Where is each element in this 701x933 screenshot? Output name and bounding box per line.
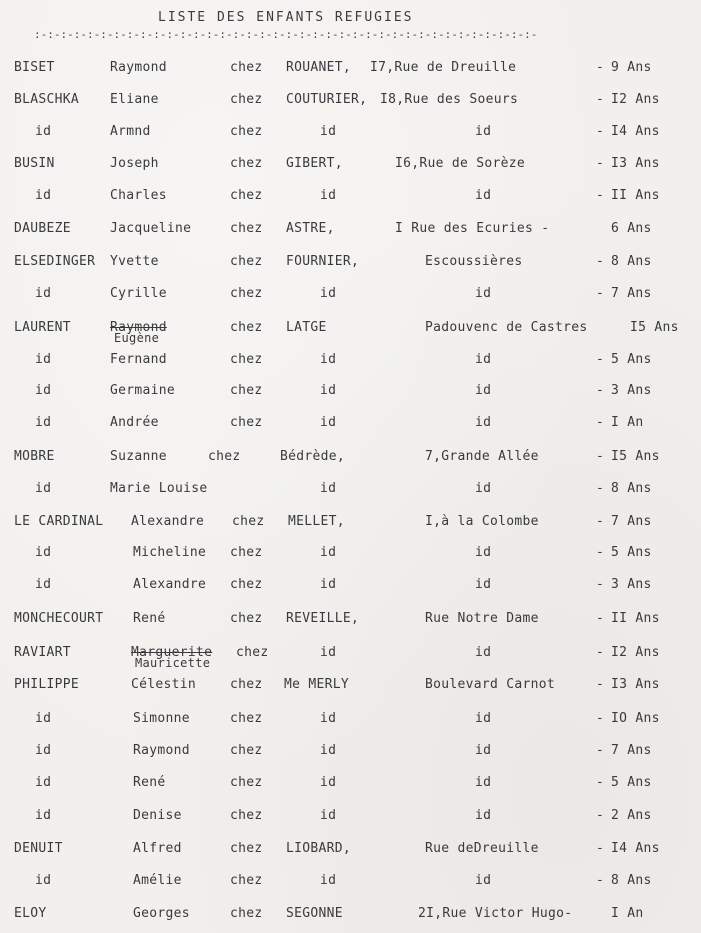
host-cell: id	[320, 124, 337, 139]
address-cell: id	[475, 743, 492, 758]
host-cell: id	[320, 415, 337, 430]
surname-cell: LE CARDINAL	[14, 514, 104, 529]
address-cell: Rue Notre Dame	[425, 611, 539, 626]
chez-cell: chez	[230, 743, 263, 758]
chez-cell: chez	[230, 124, 263, 139]
firstname-cell: Armnd	[110, 124, 151, 139]
host-cell: GIBERT,	[286, 156, 343, 171]
firstname-cell: Raymond	[110, 320, 167, 335]
surname-cell: id	[35, 577, 52, 592]
age-cell: 3 Ans	[611, 383, 652, 398]
age-cell: I An	[611, 906, 644, 921]
list-item	[0, 352, 701, 374]
age-cell: 2 Ans	[611, 808, 652, 823]
age-cell: I2 Ans	[611, 92, 660, 107]
host-cell: id	[320, 383, 337, 398]
firstname-cell: Denise	[133, 808, 182, 823]
list-item	[0, 611, 701, 633]
surname-cell: id	[35, 124, 52, 139]
list-item	[0, 156, 701, 178]
age-cell: 5 Ans	[611, 775, 652, 790]
list-item	[0, 286, 701, 308]
firstname-cell: Jacqueline	[110, 221, 192, 236]
host-cell: LATGE	[286, 320, 327, 335]
address-cell: id	[475, 415, 492, 430]
address-cell: id	[475, 124, 492, 139]
address-cell: id	[475, 645, 492, 660]
age-cell: I2 Ans	[611, 645, 660, 660]
age-cell: 5 Ans	[611, 352, 652, 367]
dash-cell: -	[596, 711, 605, 726]
list-item	[0, 481, 701, 503]
chez-cell: chez	[230, 545, 263, 560]
list-item	[0, 545, 701, 567]
firstname-cell: Suzanne	[110, 449, 167, 464]
chez-cell: chez	[230, 92, 263, 107]
host-cell: id	[320, 352, 337, 367]
firstname-cell: Alfred	[133, 841, 182, 856]
dash-cell: -	[596, 775, 605, 790]
chez-cell: chez	[230, 286, 263, 301]
age-cell: 3 Ans	[611, 577, 652, 592]
address-cell: id	[475, 286, 492, 301]
firstname-cell: Micheline	[133, 545, 207, 560]
list-item	[0, 841, 701, 863]
host-cell: id	[320, 286, 337, 301]
address-cell: I Rue des Ecuries -	[395, 221, 550, 236]
firstname-cell: Alexandre	[131, 514, 205, 529]
host-cell: MELLET,	[288, 514, 345, 529]
surname-cell: PHILIPPE	[14, 677, 80, 692]
dash-cell: -	[596, 92, 605, 107]
address-cell: Padouvenc de Castres	[425, 320, 588, 335]
chez-cell: chez	[230, 677, 263, 692]
age-cell: 6 Ans	[611, 221, 652, 236]
host-cell: Me MERLY	[284, 677, 350, 692]
chez-cell: chez	[230, 383, 263, 398]
firstname-cell: Joseph	[110, 156, 159, 171]
surname-cell: id	[35, 743, 52, 758]
age-cell: 8 Ans	[611, 254, 652, 269]
list-item	[0, 775, 701, 797]
chez-cell: chez	[230, 577, 263, 592]
surname-cell: BISET	[14, 60, 55, 75]
host-cell: LIOBARD,	[286, 841, 352, 856]
address-cell: id	[475, 383, 492, 398]
chez-cell: chez	[236, 645, 269, 660]
dash-cell: -	[596, 481, 605, 496]
dash-cell: -	[596, 645, 605, 660]
address-cell: I,à la Colombe	[425, 514, 539, 529]
host-cell: id	[320, 188, 337, 203]
chez-cell: chez	[208, 449, 241, 464]
list-item	[0, 873, 701, 895]
address-cell: id	[475, 808, 492, 823]
surname-cell: MOBRE	[14, 449, 55, 464]
age-cell: I5 Ans	[630, 320, 679, 335]
age-cell: 7 Ans	[611, 743, 652, 758]
chez-cell: chez	[230, 775, 263, 790]
host-cell: id	[320, 808, 337, 823]
host-cell: REVEILLE,	[286, 611, 360, 626]
host-cell: id	[320, 481, 337, 496]
age-cell: I4 Ans	[611, 841, 660, 856]
firstname-cell: Raymond	[110, 60, 167, 75]
firstname-cell: René	[133, 775, 166, 790]
dash-cell: -	[596, 188, 605, 203]
surname-cell: id	[35, 711, 52, 726]
address-cell: 2I,Rue Victor Hugo-	[418, 906, 573, 921]
list-item	[0, 711, 701, 733]
firstname-cell: Cyrille	[110, 286, 167, 301]
age-cell: II Ans	[611, 611, 660, 626]
dash-cell: -	[596, 254, 605, 269]
address-cell: I6,Rue de Sorèze	[395, 156, 526, 171]
dash-cell: -	[596, 611, 605, 626]
age-cell: IO Ans	[611, 711, 660, 726]
surname-cell: id	[35, 481, 52, 496]
list-item	[0, 60, 701, 82]
firstname-cell: René	[133, 611, 166, 626]
dash-cell: -	[596, 873, 605, 888]
dash-cell: -	[596, 577, 605, 592]
address-cell: Rue deDreuille	[425, 841, 539, 856]
address-cell: id	[475, 545, 492, 560]
surname-cell: MONCHECOURT	[14, 611, 104, 626]
address-cell: I8,Rue des Soeurs	[380, 92, 519, 107]
list-item	[0, 743, 701, 765]
dash-cell: -	[596, 545, 605, 560]
list-item	[0, 124, 701, 146]
chez-cell: chez	[230, 320, 263, 335]
chez-cell: chez	[230, 711, 263, 726]
host-cell: id	[320, 545, 337, 560]
firstname-cell: Célestin	[131, 677, 197, 692]
document-title: LISTE DES ENFANTS REFUGIES	[158, 10, 414, 25]
chez-cell: chez	[230, 221, 263, 236]
age-cell: 9 Ans	[611, 60, 652, 75]
address-cell: id	[475, 352, 492, 367]
surname-cell: id	[35, 415, 52, 430]
list-item	[0, 906, 701, 928]
surname-cell: id	[35, 383, 52, 398]
firstname-cell: Alexandre	[133, 577, 207, 592]
dash-cell: -	[596, 743, 605, 758]
age-cell: II Ans	[611, 188, 660, 203]
chez-cell: chez	[232, 514, 265, 529]
chez-cell: chez	[230, 841, 263, 856]
age-cell: I An	[611, 415, 644, 430]
address-cell: id	[475, 873, 492, 888]
firstname-cell: Fernand	[110, 352, 167, 367]
list-item	[0, 92, 701, 114]
surname-cell: ELSEDINGER	[14, 254, 96, 269]
surname-cell: DENUIT	[14, 841, 63, 856]
firstname-cell: Charles	[110, 188, 167, 203]
age-cell: 8 Ans	[611, 481, 652, 496]
dash-cell: -	[596, 677, 605, 692]
age-cell: 5 Ans	[611, 545, 652, 560]
dash-cell: -	[596, 352, 605, 367]
list-item	[0, 449, 701, 471]
firstname-cell: Marguerite	[131, 645, 213, 660]
firstname-cell: Eliane	[110, 92, 159, 107]
chez-cell: chez	[230, 415, 263, 430]
list-item	[0, 221, 701, 243]
host-cell: id	[320, 577, 337, 592]
dash-cell: -	[596, 415, 605, 430]
surname-cell: LAURENT	[14, 320, 71, 335]
surname-cell: id	[35, 873, 52, 888]
firstname-cell: Raymond	[133, 743, 190, 758]
age-cell: I3 Ans	[611, 156, 660, 171]
host-cell: id	[320, 775, 337, 790]
age-cell: 7 Ans	[611, 286, 652, 301]
list-item	[0, 514, 701, 536]
dash-cell: -	[596, 808, 605, 823]
surname-cell: id	[35, 286, 52, 301]
firstname-cell: Andrée	[110, 415, 159, 430]
address-cell: Boulevard Carnot	[425, 677, 556, 692]
dash-cell: -	[596, 286, 605, 301]
firstname-cell: Germaine	[110, 383, 176, 398]
dash-cell: -	[596, 449, 605, 464]
address-cell: id	[475, 188, 492, 203]
address-cell: id	[475, 577, 492, 592]
chez-cell: chez	[230, 808, 263, 823]
surname-cell: id	[35, 775, 52, 790]
list-item	[0, 383, 701, 405]
host-cell: id	[320, 743, 337, 758]
host-cell: SEGONNE	[286, 906, 343, 921]
dash-cell: -	[596, 124, 605, 139]
list-item	[0, 188, 701, 210]
address-cell: I7,Rue de Dreuille	[370, 60, 517, 75]
list-item	[0, 677, 701, 699]
age-cell: 8 Ans	[611, 873, 652, 888]
firstname-cell: Amélie	[133, 873, 182, 888]
firstname-correction: Eugène	[114, 331, 160, 345]
surname-cell: id	[35, 545, 52, 560]
host-cell: id	[320, 873, 337, 888]
surname-cell: RAVIART	[14, 645, 71, 660]
chez-cell: chez	[230, 188, 263, 203]
host-cell: ROUANET,	[286, 60, 352, 75]
firstname-correction: Mauricette	[135, 656, 211, 670]
chez-cell: chez	[230, 60, 263, 75]
dash-cell: -	[596, 841, 605, 856]
host-cell: Bédrède,	[280, 449, 346, 464]
dash-cell: -	[596, 514, 605, 529]
list-item	[0, 320, 701, 345]
age-cell: I5 Ans	[611, 449, 660, 464]
title-separator: :-:-:-:-:-:-:-:-:-:-:-:-:-:-:-:-:-:-:-:-:-:-:-:-:-:-:-:-:-:-:-:-:-:-:-:-:-:-	[34, 28, 538, 41]
host-cell: FOURNIER,	[286, 254, 360, 269]
list-item	[0, 254, 701, 276]
list-item	[0, 415, 701, 437]
surname-cell: ELOY	[14, 906, 47, 921]
chez-cell: chez	[230, 352, 263, 367]
firstname-cell: Georges	[133, 906, 190, 921]
host-cell: id	[320, 711, 337, 726]
address-cell: id	[475, 711, 492, 726]
dash-cell: -	[596, 383, 605, 398]
list-item	[0, 808, 701, 830]
firstname-cell: Marie Louise	[110, 481, 208, 496]
address-cell: id	[475, 481, 492, 496]
surname-cell: id	[35, 352, 52, 367]
surname-cell: id	[35, 188, 52, 203]
host-cell: id	[320, 645, 337, 660]
host-cell: ASTRE,	[286, 221, 335, 236]
surname-cell: BLASCHKA	[14, 92, 80, 107]
age-cell: 7 Ans	[611, 514, 652, 529]
chez-cell: chez	[230, 873, 263, 888]
surname-cell: BUSIN	[14, 156, 55, 171]
dash-cell: -	[596, 60, 605, 75]
list-item	[0, 645, 701, 670]
chez-cell: chez	[230, 906, 263, 921]
firstname-cell: Simonne	[133, 711, 190, 726]
chez-cell: chez	[230, 254, 263, 269]
surname-cell: DAUBEZE	[14, 221, 71, 236]
dash-cell: -	[596, 156, 605, 171]
address-cell: 7,Grande Allée	[425, 449, 539, 464]
host-cell: COUTURIER,	[286, 92, 368, 107]
list-item	[0, 577, 701, 599]
address-cell: Escoussières	[425, 254, 523, 269]
firstname-cell: Yvette	[110, 254, 159, 269]
age-cell: I4 Ans	[611, 124, 660, 139]
chez-cell: chez	[230, 156, 263, 171]
chez-cell: chez	[230, 611, 263, 626]
surname-cell: id	[35, 808, 52, 823]
age-cell: I3 Ans	[611, 677, 660, 692]
address-cell: id	[475, 775, 492, 790]
